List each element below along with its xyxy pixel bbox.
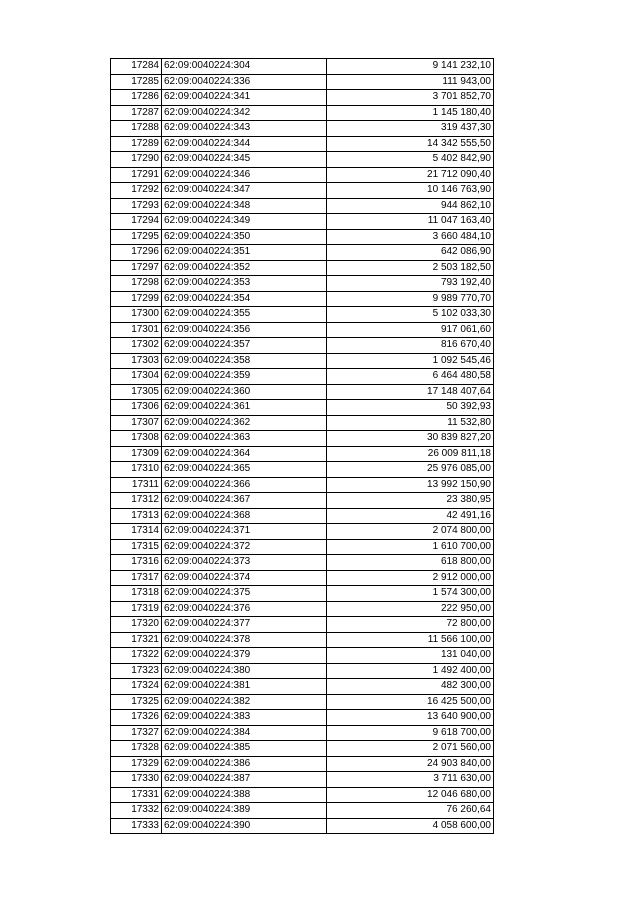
table-row [111,493,494,509]
row-number-cell: 17290 [111,152,162,168]
cadastral-value-cell: 131 040,00 [327,648,494,664]
cadastral-number-cell: 62:09:0040224:371 [162,524,327,540]
cadastral-number-cell: 62:09:0040224:381 [162,679,327,695]
cadastral-number-cell: 62:09:0040224:389 [162,803,327,819]
cadastral-value-cell: 816 670,40 [327,338,494,354]
table-row [111,539,494,555]
cadastral-number-cell: 62:09:0040224:344 [162,136,327,152]
cadastral-number-cell: 62:09:0040224:379 [162,648,327,664]
table-row [111,725,494,741]
table-row [111,260,494,276]
cadastral-number-cell: 62:09:0040224:386 [162,756,327,772]
table-row [111,818,494,834]
cadastral-value-cell: 2 071 560,00 [327,741,494,757]
row-number-cell: 17327 [111,725,162,741]
table-row [111,229,494,245]
cadastral-value-cell: 944 862,10 [327,198,494,214]
row-number-cell: 17325 [111,694,162,710]
cadastral-value-cell: 9 141 232,10 [327,59,494,75]
cadastral-value-cell: 21 712 090,40 [327,167,494,183]
table-row [111,307,494,323]
cadastral-value-cell: 76 260,64 [327,803,494,819]
table-row [111,462,494,478]
cadastral-number-cell: 62:09:0040224:352 [162,260,327,276]
cadastral-value-cell: 9 618 700,00 [327,725,494,741]
cadastral-value-cell: 2 503 182,50 [327,260,494,276]
table-row [111,524,494,540]
cadastral-number-cell: 62:09:0040224:363 [162,431,327,447]
table-row [111,570,494,586]
row-number-cell: 17320 [111,617,162,633]
table-row [111,214,494,230]
row-number-cell: 17317 [111,570,162,586]
cadastral-value-cell: 13 992 150,90 [327,477,494,493]
table-row [111,679,494,695]
table-row [111,508,494,524]
row-number-cell: 17308 [111,431,162,447]
cadastral-value-cell: 11 566 100,00 [327,632,494,648]
cadastral-value-table [110,58,494,834]
row-number-cell: 17285 [111,74,162,90]
cadastral-number-cell: 62:09:0040224:376 [162,601,327,617]
row-number-cell: 17322 [111,648,162,664]
row-number-cell: 17305 [111,384,162,400]
cadastral-value-cell: 917 061,60 [327,322,494,338]
cadastral-value-cell: 3 711 630,00 [327,772,494,788]
table-row [111,152,494,168]
cadastral-number-cell: 62:09:0040224:343 [162,121,327,137]
row-number-cell: 17300 [111,307,162,323]
cadastral-value-cell: 12 046 680,00 [327,787,494,803]
table-row [111,74,494,90]
cadastral-value-cell: 4 058 600,00 [327,818,494,834]
cadastral-number-cell: 62:09:0040224:354 [162,291,327,307]
table-row [111,741,494,757]
table-row [111,167,494,183]
table-row [111,601,494,617]
row-number-cell: 17306 [111,400,162,416]
cadastral-number-cell: 62:09:0040224:367 [162,493,327,509]
row-number-cell: 17319 [111,601,162,617]
cadastral-value-cell: 5 102 033,30 [327,307,494,323]
cadastral-number-cell: 62:09:0040224:365 [162,462,327,478]
cadastral-number-cell: 62:09:0040224:378 [162,632,327,648]
table-row [111,431,494,447]
table-row [111,772,494,788]
cadastral-number-cell: 62:09:0040224:347 [162,183,327,199]
row-number-cell: 17303 [111,353,162,369]
cadastral-value-cell: 222 950,00 [327,601,494,617]
cadastral-value-cell: 6 464 480,58 [327,369,494,385]
cadastral-value-cell: 26 009 811,18 [327,446,494,462]
cadastral-value-cell: 50 392,93 [327,400,494,416]
cadastral-number-cell: 62:09:0040224:348 [162,198,327,214]
row-number-cell: 17332 [111,803,162,819]
table-row [111,477,494,493]
table-row [111,136,494,152]
cadastral-number-cell: 62:09:0040224:383 [162,710,327,726]
table-row [111,415,494,431]
table-row [111,322,494,338]
cadastral-number-cell: 62:09:0040224:342 [162,105,327,121]
row-number-cell: 17309 [111,446,162,462]
cadastral-value-cell: 11 047 163,40 [327,214,494,230]
table-row [111,353,494,369]
table-row [111,803,494,819]
row-number-cell: 17295 [111,229,162,245]
row-number-cell: 17316 [111,555,162,571]
cadastral-number-cell: 62:09:0040224:377 [162,617,327,633]
row-number-cell: 17289 [111,136,162,152]
table-row [111,648,494,664]
table-row [111,555,494,571]
cadastral-number-cell: 62:09:0040224:346 [162,167,327,183]
table-row [111,787,494,803]
cadastral-value-cell: 9 989 770,70 [327,291,494,307]
cadastral-value-cell: 25 976 085,00 [327,462,494,478]
cadastral-number-cell: 62:09:0040224:349 [162,214,327,230]
table-row [111,183,494,199]
table-row [111,276,494,292]
row-number-cell: 17331 [111,787,162,803]
table-row [111,617,494,633]
cadastral-value-cell: 482 300,00 [327,679,494,695]
row-number-cell: 17296 [111,245,162,261]
cadastral-value-cell: 30 839 827,20 [327,431,494,447]
row-number-cell: 17313 [111,508,162,524]
table-body [111,59,494,834]
row-number-cell: 17321 [111,632,162,648]
cadastral-value-cell: 2 074 800,00 [327,524,494,540]
cadastral-number-cell: 62:09:0040224:380 [162,663,327,679]
table-row [111,446,494,462]
row-number-cell: 17311 [111,477,162,493]
cadastral-value-cell: 1 610 700,00 [327,539,494,555]
cadastral-number-cell: 62:09:0040224:357 [162,338,327,354]
table-row [111,632,494,648]
cadastral-number-cell: 62:09:0040224:353 [162,276,327,292]
row-number-cell: 17318 [111,586,162,602]
cadastral-number-cell: 62:09:0040224:390 [162,818,327,834]
cadastral-number-cell: 62:09:0040224:360 [162,384,327,400]
row-number-cell: 17315 [111,539,162,555]
cadastral-value-cell: 16 425 500,00 [327,694,494,710]
row-number-cell: 17314 [111,524,162,540]
row-number-cell: 17292 [111,183,162,199]
table-row [111,694,494,710]
row-number-cell: 17323 [111,663,162,679]
cadastral-number-cell: 62:09:0040224:375 [162,586,327,602]
table-row [111,105,494,121]
row-number-cell: 17312 [111,493,162,509]
cadastral-number-cell: 62:09:0040224:351 [162,245,327,261]
cadastral-number-cell: 62:09:0040224:361 [162,400,327,416]
cadastral-value-cell: 3 701 852,70 [327,90,494,106]
cadastral-number-cell: 62:09:0040224:388 [162,787,327,803]
cadastral-value-cell: 10 146 763,90 [327,183,494,199]
cadastral-value-cell: 42 491,16 [327,508,494,524]
cadastral-value-cell: 1 574 300,00 [327,586,494,602]
cadastral-number-cell: 62:09:0040224:385 [162,741,327,757]
row-number-cell: 17286 [111,90,162,106]
cadastral-number-cell: 62:09:0040224:356 [162,322,327,338]
table-row [111,291,494,307]
row-number-cell: 17284 [111,59,162,75]
row-number-cell: 17293 [111,198,162,214]
row-number-cell: 17287 [111,105,162,121]
row-number-cell: 17299 [111,291,162,307]
cadastral-value-cell: 5 402 842,90 [327,152,494,168]
cadastral-number-cell: 62:09:0040224:366 [162,477,327,493]
cadastral-value-cell: 319 437,30 [327,121,494,137]
row-number-cell: 17310 [111,462,162,478]
table-row [111,90,494,106]
cadastral-number-cell: 62:09:0040224:350 [162,229,327,245]
row-number-cell: 17307 [111,415,162,431]
row-number-cell: 17291 [111,167,162,183]
cadastral-value-cell: 11 532,80 [327,415,494,431]
cadastral-number-cell: 62:09:0040224:336 [162,74,327,90]
cadastral-number-cell: 62:09:0040224:373 [162,555,327,571]
table-row [111,59,494,75]
cadastral-number-cell: 62:09:0040224:345 [162,152,327,168]
cadastral-value-cell: 1 092 545,46 [327,353,494,369]
cadastral-value-cell: 17 148 407,64 [327,384,494,400]
row-number-cell: 17324 [111,679,162,695]
cadastral-value-cell: 24 903 840,00 [327,756,494,772]
cadastral-value-cell: 2 912 000,00 [327,570,494,586]
cadastral-number-cell: 62:09:0040224:384 [162,725,327,741]
cadastral-value-cell: 642 086,90 [327,245,494,261]
table-row [111,198,494,214]
cadastral-number-cell: 62:09:0040224:374 [162,570,327,586]
cadastral-number-cell: 62:09:0040224:304 [162,59,327,75]
row-number-cell: 17298 [111,276,162,292]
cadastral-number-cell: 62:09:0040224:358 [162,353,327,369]
cadastral-value-cell: 23 380,95 [327,493,494,509]
cadastral-value-cell: 618 800,00 [327,555,494,571]
row-number-cell: 17326 [111,710,162,726]
table-row [111,338,494,354]
table-row [111,400,494,416]
cadastral-value-cell: 793 192,40 [327,276,494,292]
row-number-cell: 17297 [111,260,162,276]
row-number-cell: 17329 [111,756,162,772]
table-row [111,586,494,602]
cadastral-value-cell: 13 640 900,00 [327,710,494,726]
cadastral-number-cell: 62:09:0040224:364 [162,446,327,462]
table-row [111,756,494,772]
row-number-cell: 17333 [111,818,162,834]
cadastral-value-cell: 111 943,00 [327,74,494,90]
cadastral-value-cell: 72 800,00 [327,617,494,633]
table-row [111,384,494,400]
cadastral-number-cell: 62:09:0040224:362 [162,415,327,431]
cadastral-number-cell: 62:09:0040224:372 [162,539,327,555]
row-number-cell: 17302 [111,338,162,354]
cadastral-number-cell: 62:09:0040224:368 [162,508,327,524]
cadastral-number-cell: 62:09:0040224:359 [162,369,327,385]
cadastral-value-cell: 1 492 400,00 [327,663,494,679]
row-number-cell: 17294 [111,214,162,230]
table-row [111,663,494,679]
cadastral-number-cell: 62:09:0040224:387 [162,772,327,788]
table-row [111,710,494,726]
cadastral-number-cell: 62:09:0040224:382 [162,694,327,710]
row-number-cell: 17301 [111,322,162,338]
table-row [111,245,494,261]
cadastral-number-cell: 62:09:0040224:355 [162,307,327,323]
row-number-cell: 17328 [111,741,162,757]
row-number-cell: 17288 [111,121,162,137]
table-row [111,121,494,137]
cadastral-number-cell: 62:09:0040224:341 [162,90,327,106]
cadastral-value-cell: 1 145 180,40 [327,105,494,121]
table-row [111,369,494,385]
row-number-cell: 17304 [111,369,162,385]
cadastral-value-cell: 3 660 484,10 [327,229,494,245]
cadastral-value-cell: 14 342 555,50 [327,136,494,152]
row-number-cell: 17330 [111,772,162,788]
